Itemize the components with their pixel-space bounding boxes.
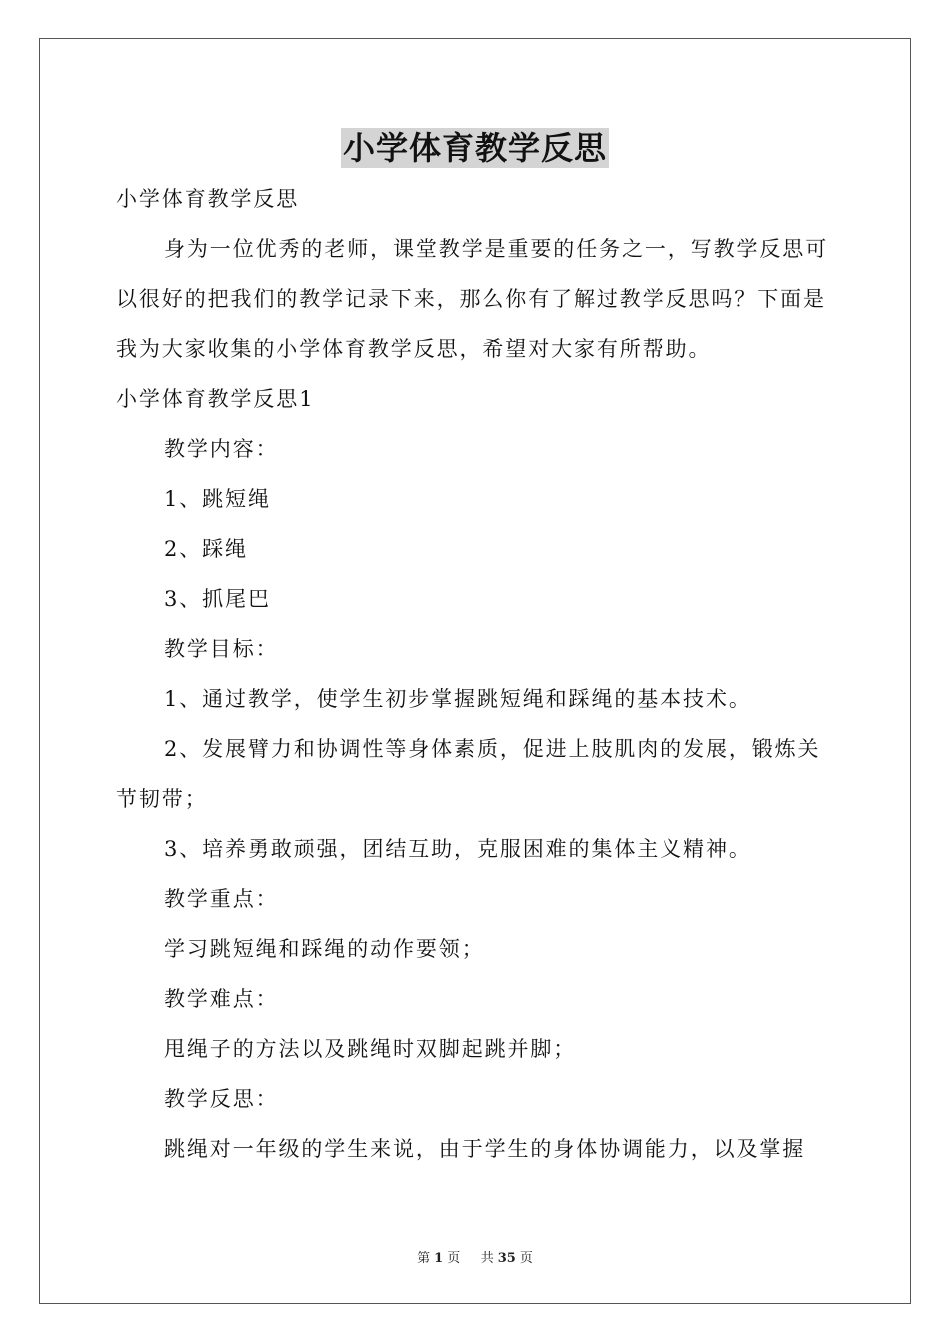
title-container xyxy=(0,128,950,168)
footer-total-suffix: 页 xyxy=(519,1251,533,1266)
paragraph: 2、踩绳 xyxy=(164,537,248,561)
footer-total-prefix: 共 xyxy=(480,1251,494,1266)
document-title: 小学体育教学反思 xyxy=(342,129,607,167)
paragraph: 跳绳对一年级的学生来说，由于学生的身体协调能力，以及掌握 xyxy=(164,1137,806,1161)
footer-total-pages: 35 xyxy=(497,1251,516,1266)
footer-page-prefix: 第 xyxy=(417,1251,431,1266)
paragraph: 教学内容： xyxy=(164,437,279,461)
paragraph: 身为一位优秀的老师，课堂教学是重要的任务之一，写教学反思可以很好的把我们的教学记录下来，那么你有了解过教学反思吗？下面是我为大家收集的小学体育教学反思，希望对大家有所帮助。 xyxy=(116,237,829,361)
paragraph: 小学体育教学反思1 xyxy=(116,387,315,411)
paragraph: 1、跳短绳 xyxy=(164,487,271,511)
paragraph: 小学体育教学反思 xyxy=(116,187,300,211)
paragraph: 教学重点： xyxy=(164,887,279,911)
paragraph: 甩绳子的方法以及跳绳时双脚起跳并脚； xyxy=(164,1037,577,1061)
paragraph: 1、通过教学，使学生初步掌握跳短绳和踩绳的基本技术。 xyxy=(164,687,752,711)
footer-page-suffix: 页 xyxy=(447,1251,461,1266)
page-footer xyxy=(0,1247,950,1266)
paragraph: 教学反思： xyxy=(164,1087,279,1111)
paragraph: 教学难点： xyxy=(164,987,279,1011)
footer-page-number: 1 xyxy=(434,1251,444,1266)
paragraph: 2、发展臂力和协调性等身体素质，促进上肢肌肉的发展，锻炼关节韧带； xyxy=(116,737,821,811)
paragraph: 3、培养勇敢顽强，团结互助，克服困难的集体主义精神。 xyxy=(164,837,752,861)
paragraph: 3、抓尾巴 xyxy=(164,587,271,611)
document-body xyxy=(116,174,836,1174)
paragraph: 教学目标： xyxy=(164,637,279,661)
paragraph: 学习跳短绳和踩绳的动作要领； xyxy=(164,937,485,961)
